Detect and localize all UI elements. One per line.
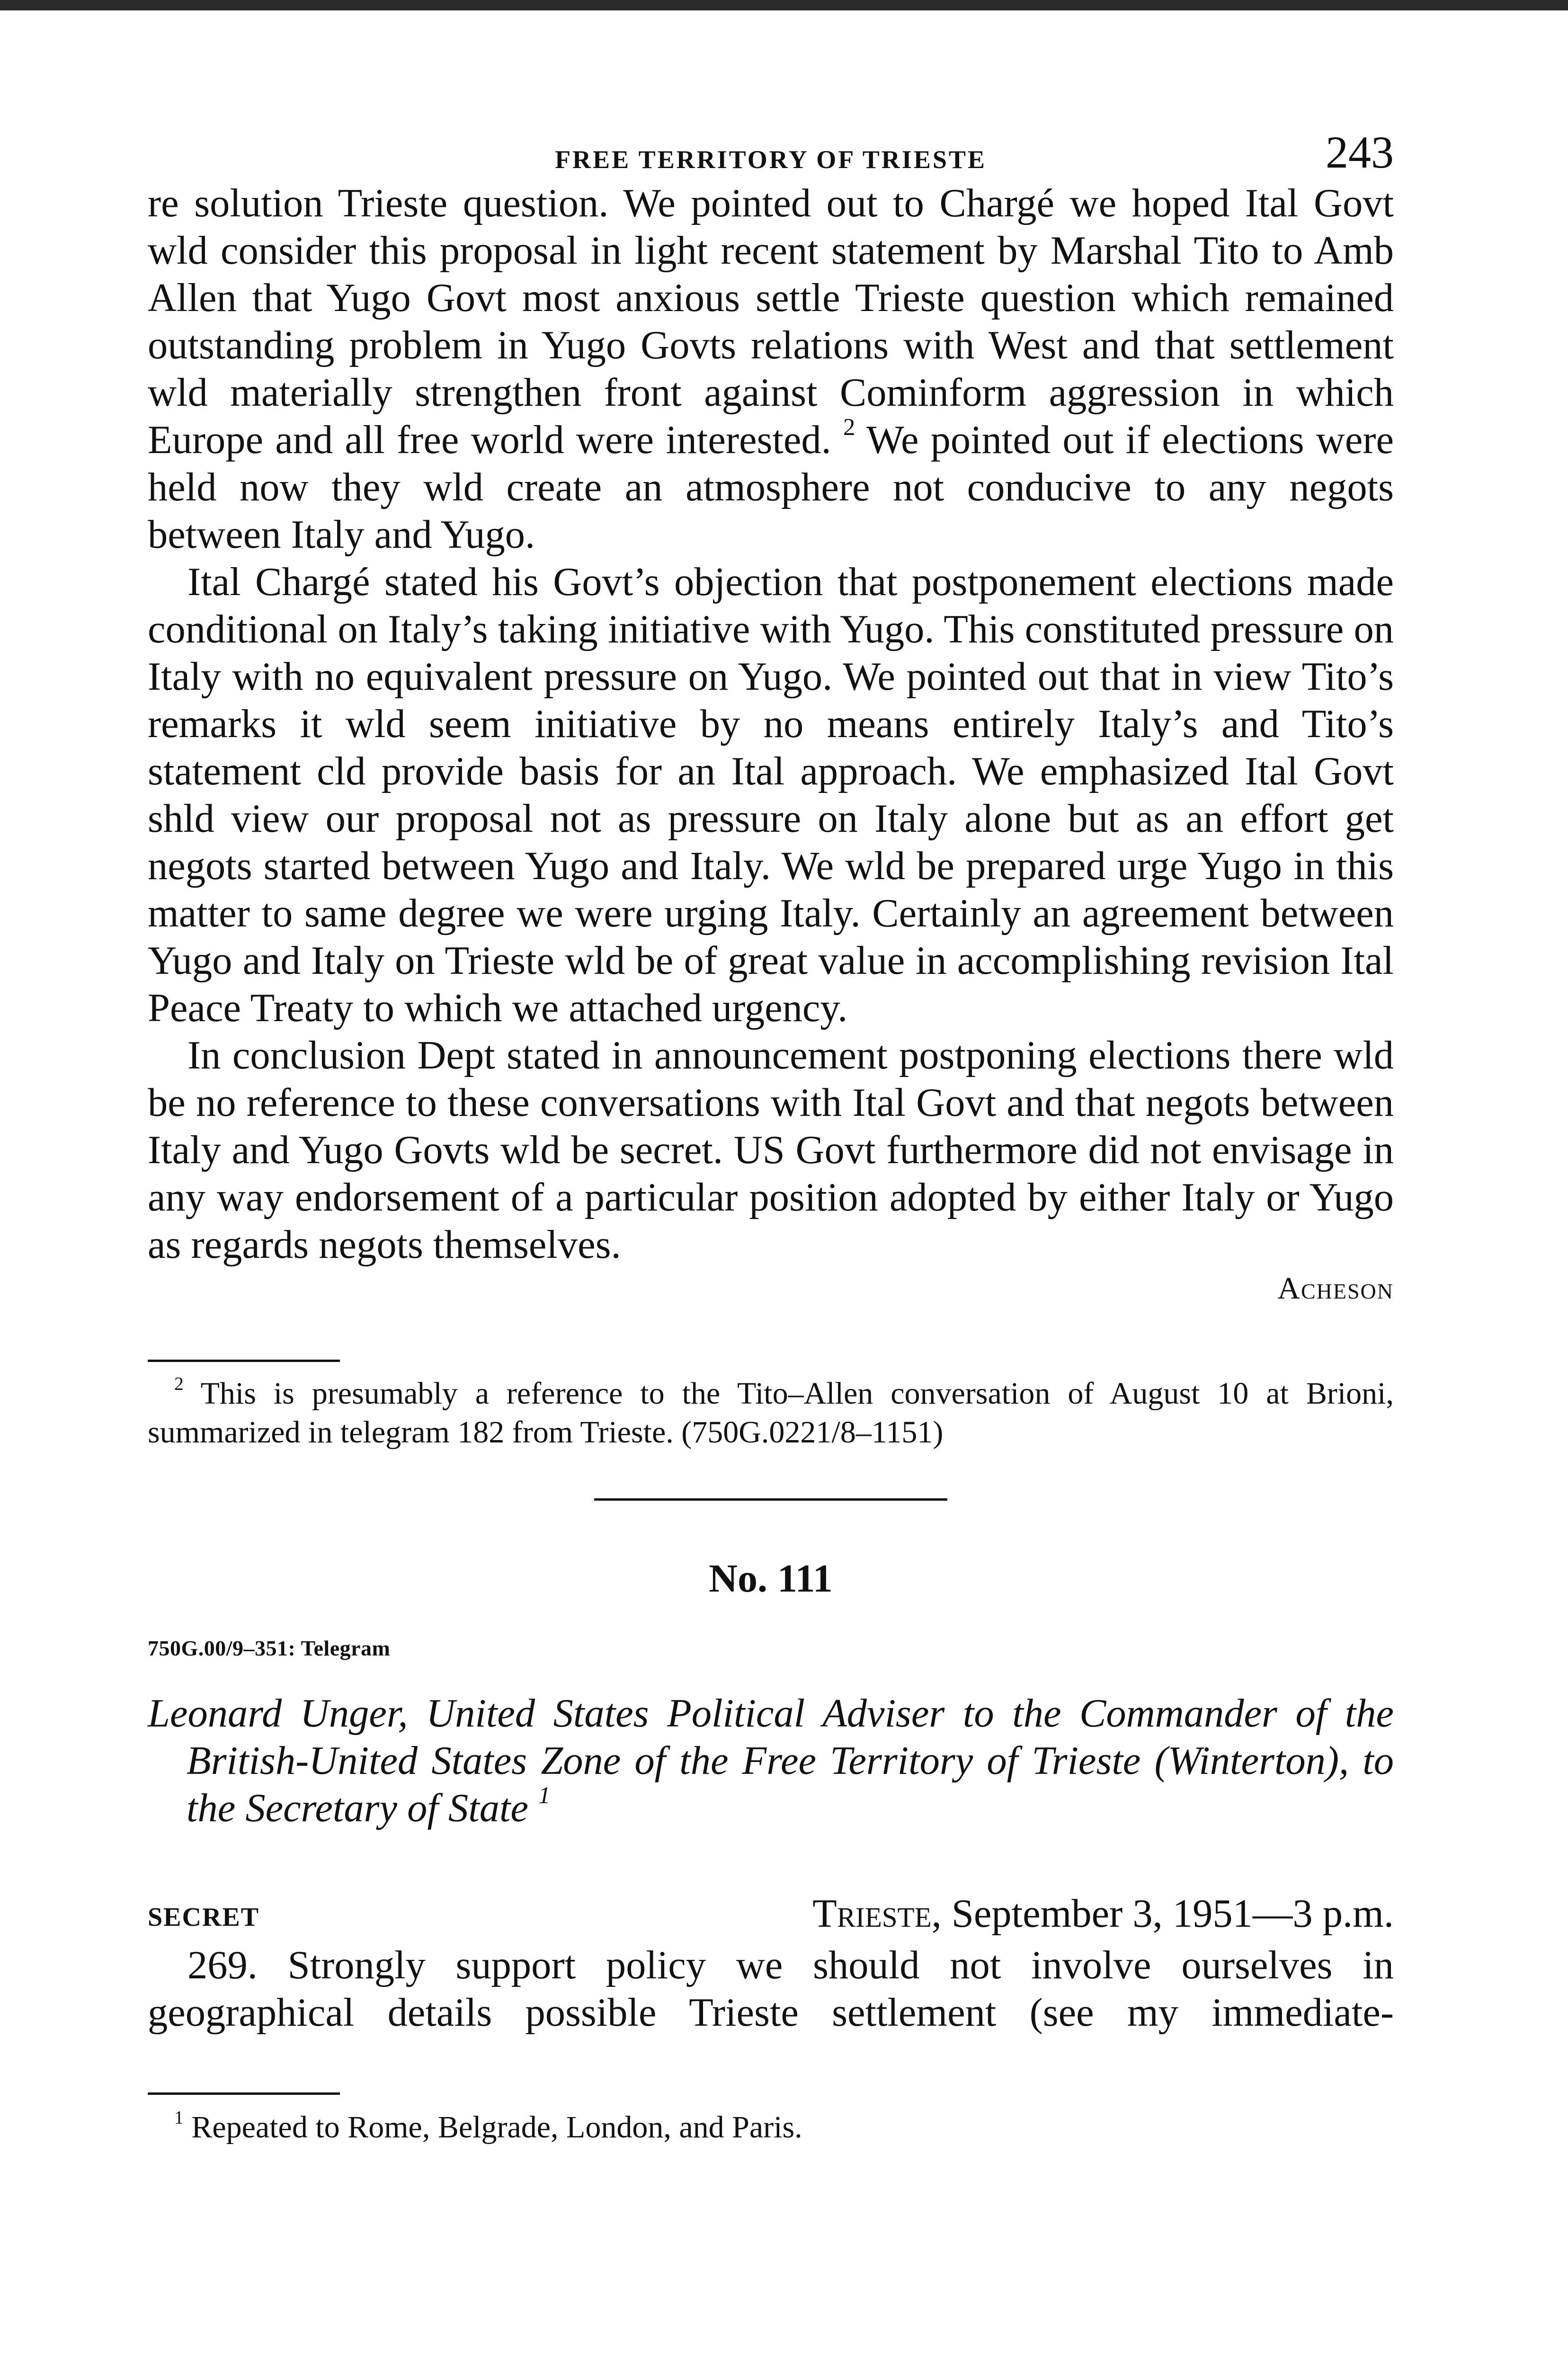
running-head xyxy=(148,109,1394,180)
paragraph-3: In conclusion Dept stated in announcement postponing elections there wld be no reference to these conversations with Ital Govt and that negots between Italy and Yugo Govts wld be secret. US Govt furthermore did not envisage in any way endorsement of a particular position adopted by either Italy or Yugo as regards negots themselves. xyxy=(148,1033,1394,1267)
paragraph-1-continued: We pointed out if elections were held now they wld create an atmosphere not conducive to any negots between Italy and Yugo. xyxy=(148,418,1394,557)
running-title: FREE TERRITORY OF TRIESTE xyxy=(555,145,987,174)
footnote-1-text: Repeated to Rome, Belgrade, London, and Paris. xyxy=(191,2110,802,2145)
message-text xyxy=(148,1942,1394,2037)
paragraph-1-text: re solution Trieste question. We pointed out to Chargé we hoped Ital Govt wld consider this proposal in light recent statement by Marshal Tito to Amb Allen that Yugo Govt most anxious settle Trieste question which remained outstanding problem in Yugo Govts relations with West and that settlement wld materially strengthen front against Cominform aggression in which Europe and all free world were interested. xyxy=(148,181,1394,462)
footnote-2-text: This is presumably a reference to the Tito–Allen conversation of August 10 at Brioni, summarized in telegram 182 from Trieste. (750G.0221/8–1151) xyxy=(148,1376,1394,1450)
footnote-1-marker: 1 xyxy=(174,2107,184,2128)
signature: Acheson xyxy=(1277,1271,1394,1306)
paragraph-2: Ital Chargé stated his Govt’s objection that postponement elections made conditional on Italy’s taking initiative with Yugo. This constituted pressure on Italy with no equivalent pressure on Yugo. We pointed out that in view Tito’s remarks it wld seem initiative by no means entirely Italy’s and Tito’s statement cld provide basis for an Ital approach. We emphasized Ital Govt shld view our proposal not as pressure on Italy alone but as an effort get negots started between Yugo and Italy. We wld be prepared urge Yugo in this matter to same degree we were urging Italy. Certainly an agreement between Yugo and Italy on Trieste wld be of great value in accomplishing revision Ital Peace Treaty to which we attached urgency. xyxy=(148,560,1394,1030)
footnote-2 xyxy=(148,1374,1394,1452)
document-title-text: Leonard Unger, United States Political Adviser to the Commander of the British-United States Zone of the Free Territory of Trieste (Winterton), to the Secretary of State xyxy=(148,1691,1394,1830)
place-date xyxy=(812,1891,1394,1937)
footnote-2-marker-number: 2 xyxy=(174,1373,184,1394)
classification: SECRET xyxy=(148,1903,260,1932)
footnote-ref-1: 1 xyxy=(538,1781,551,1808)
page-number: 243 xyxy=(1326,127,1394,178)
page xyxy=(148,109,1394,2147)
document-title xyxy=(148,1690,1394,1832)
footnote-divider-2 xyxy=(148,2092,340,2095)
date: September 3, 1951—3 p.m. xyxy=(951,1892,1394,1936)
dateline xyxy=(148,1891,1394,1938)
place: Trieste, xyxy=(812,1892,942,1936)
footnote-1 xyxy=(148,2108,1394,2147)
footnote-divider xyxy=(148,1360,340,1362)
section-divider xyxy=(594,1498,947,1501)
footnote-2-marker xyxy=(148,1373,184,1411)
scan-top-edge xyxy=(0,0,1568,10)
continuation-text xyxy=(148,180,1394,1269)
message-paragraph: 269. Strongly support policy we should not involve ourselves in geographical details possible Trieste settlement (see my immediate- xyxy=(148,1943,1394,2035)
document-number: No. 111 xyxy=(709,1557,833,1601)
footnote-ref-2: 2 xyxy=(843,413,855,440)
paragraph-1 xyxy=(148,180,1394,559)
file-reference: 750G.00/9–351: Telegram xyxy=(148,1636,391,1660)
